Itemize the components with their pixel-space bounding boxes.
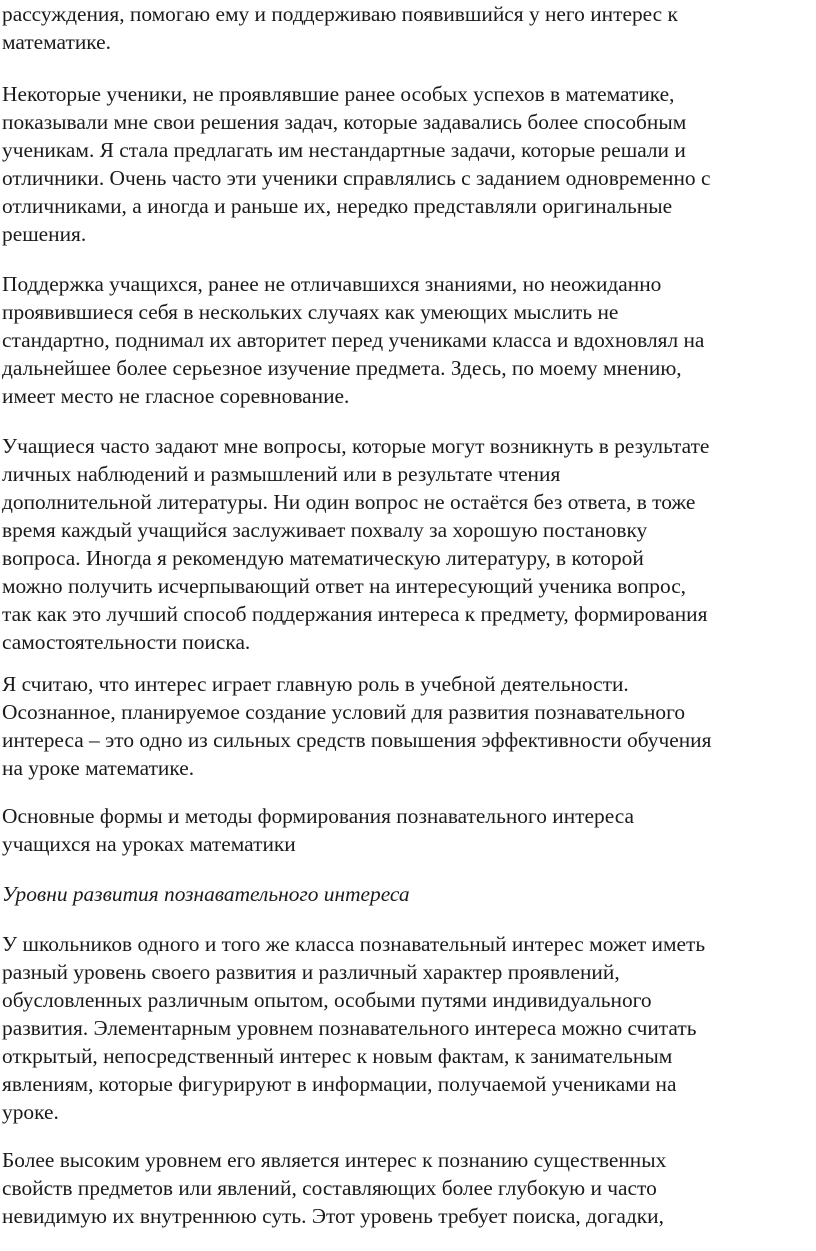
paragraph-4-line-5: вопроса. Иногда я рекомендую математическую литературу, в которой: [2, 546, 644, 570]
paragraph-4-line-1: Учащиеся часто задают мне вопросы, которые могут возникнуть в результате: [2, 434, 710, 458]
paragraph-9-line-1: Более высоким уровнем его является интерес к познанию существенных: [2, 1148, 667, 1172]
paragraph-5-line-2: Осознанное, планируемое создание условий для развития познавательного: [2, 700, 686, 724]
paragraph-2-line-4: отличники. Очень часто эти ученики справлялись с заданием одновременно с: [2, 166, 711, 190]
paragraph-4-line-3: дополнительной литературы. Ни один вопрос не остаётся без ответа, в тоже: [2, 490, 696, 514]
paragraph-5-line-4: на уроке математике.: [2, 756, 195, 780]
paragraph-8-line-6: явлениям, которые фигурируют в информации, получаемой учениками на: [2, 1072, 677, 1096]
paragraph-4-line-4: время каждый учащийся заслуживает похвалу за хорошую постановку: [2, 518, 648, 542]
paragraph-1-line-2: математике.: [2, 30, 111, 54]
paragraph-4-line-2: личных наблюдений и размышлений или в результате чтения: [2, 462, 561, 486]
paragraph-8-line-1: У школьников одного и того же класса познавательный интерес может иметь: [2, 932, 706, 956]
section-heading-line-2: учащихся на уроках математики: [2, 832, 296, 856]
paragraph-8-line-7: уроке.: [2, 1100, 59, 1124]
paragraph-1-line-1: рассуждения, помогаю ему и поддерживаю появившийся у него интерес к: [2, 2, 678, 26]
paragraph-2-line-3: ученикам. Я стала предлагать им нестандартные задачи, которые решали и: [2, 138, 686, 162]
paragraph-8-line-5: открытый, непосредственный интерес к новым фактам, к занимательным: [2, 1044, 673, 1068]
section-heading-line-1: Основные формы и методы формирования познавательного интереса: [2, 804, 634, 828]
paragraph-3-line-4: дальнейшее более серьезное изучение предмета. Здесь, по моему мнению,: [2, 356, 682, 380]
subheading-italic: Уровни развития познавательного интереса: [2, 882, 410, 906]
paragraph-5-line-1: Я считаю, что интерес играет главную роль в учебной деятельности.: [2, 672, 629, 696]
paragraph-3-line-5: имеет место не гласное соревнование.: [2, 384, 350, 408]
paragraph-2-line-2: показывали мне свои решения задач, которые задавались более способным: [2, 110, 687, 134]
paragraph-2-line-1: Некоторые ученики, не проявлявшие ранее особых успехов в математике,: [2, 82, 675, 106]
paragraph-9-line-2: свойств предметов или явлений, составляющих более глубокую и часто: [2, 1176, 657, 1200]
paragraph-8-line-3: обусловленных различным опытом, особыми путями индивидуального: [2, 988, 652, 1012]
paragraph-3-line-1: Поддержка учащихся, ранее не отличавшихся знаниями, но неожиданно: [2, 272, 662, 296]
paragraph-4-line-8: самостоятельности поиска.: [2, 630, 251, 654]
paragraph-8-line-2: разный уровень своего развития и различный характер проявлений,: [2, 960, 620, 984]
paragraph-5-line-3: интереса – это одно из сильных средств повышения эффективности обучения: [2, 728, 712, 752]
paragraph-4-line-6: можно получить исчерпывающий ответ на интересующий ученика вопрос,: [2, 574, 687, 598]
paragraph-3-line-2: проявившиеся себя в нескольких случаях как умеющих мыслить не: [2, 300, 619, 324]
paragraph-2-line-5: отличниками, а иногда и раньше их, нередко представляли оригинальные: [2, 194, 673, 218]
paragraph-2-line-6: решения.: [2, 222, 87, 246]
paragraph-9-line-3: невидимую их внутреннюю суть. Этот уровень требует поиска, догадки,: [2, 1204, 664, 1228]
paragraph-3-line-3: стандартно, поднимал их авторитет перед учениками класса и вдохновлял на: [2, 328, 705, 352]
paragraph-8-line-4: развития. Элементарным уровнем познавательного интереса можно считать: [2, 1016, 697, 1040]
paragraph-4-line-7: так как это лучший способ поддержания интереса к предмету, формирования: [2, 602, 708, 626]
